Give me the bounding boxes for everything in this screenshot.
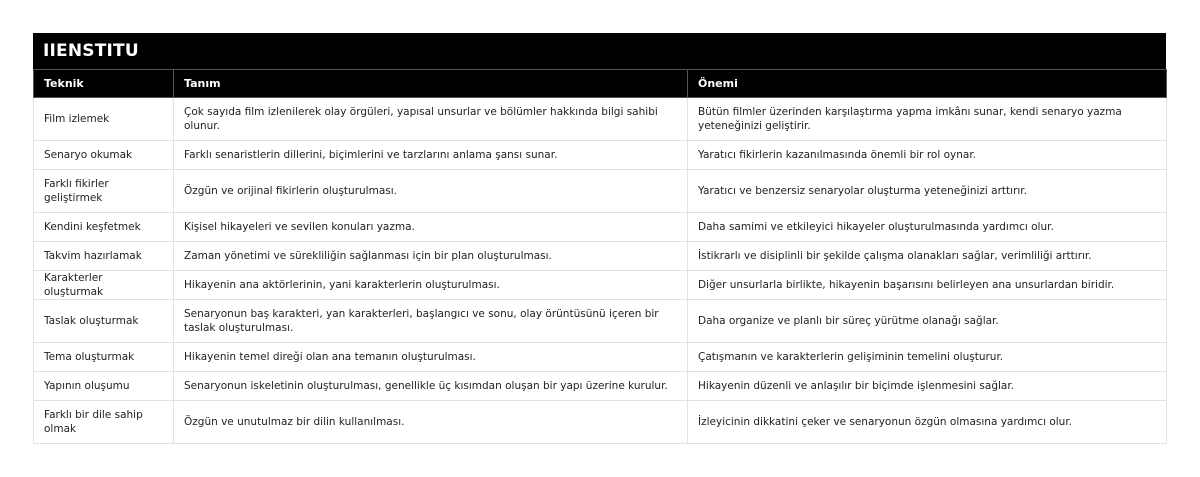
techniques-table (33, 69, 1167, 444)
column-header-teknik: Teknik (34, 70, 174, 98)
cell-tanim: Zaman yönetimi ve sürekliliğin sağlanması için bir plan oluşturulması. (174, 242, 688, 271)
cell-tanim: Hikayenin ana aktörlerinin, yani karakterlerin oluşturulması. (174, 271, 688, 300)
cell-teknik: Farklı bir dile sahip olmak (34, 401, 174, 444)
cell-onemi: Daha samimi ve etkileyici hikayeler oluşturulmasında yardımcı olur. (688, 213, 1167, 242)
cell-teknik: Taslak oluşturmak (34, 300, 174, 343)
cell-onemi: Yaratıcı ve benzersiz senaryolar oluşturma yeteneğinizi arttırır. (688, 170, 1167, 213)
cell-onemi: Yaratıcı fikirlerin kazanılmasında önemli bir rol oynar. (688, 141, 1167, 170)
cell-teknik: Senaryo okumak (34, 141, 174, 170)
cell-onemi: Hikayenin düzenli ve anlaşılır bir biçimde işlenmesini sağlar. (688, 372, 1167, 401)
cell-onemi: Daha organize ve planlı bir süreç yürütme olanağı sağlar. (688, 300, 1167, 343)
brand-title: IIENSTITU (33, 33, 1166, 69)
cell-onemi: İzleyicinin dikkatini çeker ve senaryonun özgün olmasına yardımcı olur. (688, 401, 1167, 444)
table-row (34, 213, 1167, 242)
cell-onemi: Bütün filmler üzerinden karşılaştırma yapma imkânı sunar, kendi senaryo yazma yeteneğinizi geliştirir. (688, 98, 1167, 141)
cell-tanim: Özgün ve unutulmaz bir dilin kullanılması. (174, 401, 688, 444)
table-header-row (34, 70, 1167, 98)
cell-tanim: Senaryonun baş karakteri, yan karakterleri, başlangıcı ve sonu, olay örüntüsünü içeren bir taslak oluşturulması. (174, 300, 688, 343)
cell-teknik: Karakterler oluşturmak (34, 271, 174, 300)
cell-tanim: Çok sayıda film izlenilerek olay örgüleri, yapısal unsurlar ve bölümler hakkında bilgi sahibi olunur. (174, 98, 688, 141)
cell-teknik: Farklı fikirler geliştirmek (34, 170, 174, 213)
table-row (34, 141, 1167, 170)
column-header-onemi: Önemi (688, 70, 1167, 98)
column-header-tanim: Tanım (174, 70, 688, 98)
table-row (34, 343, 1167, 372)
table-row (34, 300, 1167, 343)
cell-teknik: Kendini keşfetmek (34, 213, 174, 242)
table-row (34, 98, 1167, 141)
table-row (34, 372, 1167, 401)
table-row (34, 401, 1167, 444)
cell-tanim: Kişisel hikayeleri ve sevilen konuları yazma. (174, 213, 688, 242)
cell-onemi: Çatışmanın ve karakterlerin gelişiminin temelini oluşturur. (688, 343, 1167, 372)
cell-tanim: Hikayenin temel direği olan ana temanın oluşturulması. (174, 343, 688, 372)
table-row (34, 271, 1167, 300)
cell-teknik: Tema oluşturmak (34, 343, 174, 372)
cell-tanim: Senaryonun iskeletinin oluşturulması, genellikle üç kısımdan oluşan bir yapı üzerine kurulur. (174, 372, 688, 401)
table-row (34, 170, 1167, 213)
cell-teknik: Film izlemek (34, 98, 174, 141)
cell-teknik: Takvim hazırlamak (34, 242, 174, 271)
cell-onemi: Diğer unsurlarla birlikte, hikayenin başarısını belirleyen ana unsurlardan biridir. (688, 271, 1167, 300)
content-table-card (33, 33, 1166, 444)
cell-teknik: Yapının oluşumu (34, 372, 174, 401)
table-row (34, 242, 1167, 271)
cell-tanim: Özgün ve orijinal fikirlerin oluşturulması. (174, 170, 688, 213)
cell-onemi: İstikrarlı ve disiplinli bir şekilde çalışma olanakları sağlar, verimliliği arttırır. (688, 242, 1167, 271)
cell-tanim: Farklı senaristlerin dillerini, biçimlerini ve tarzlarını anlama şansı sunar. (174, 141, 688, 170)
